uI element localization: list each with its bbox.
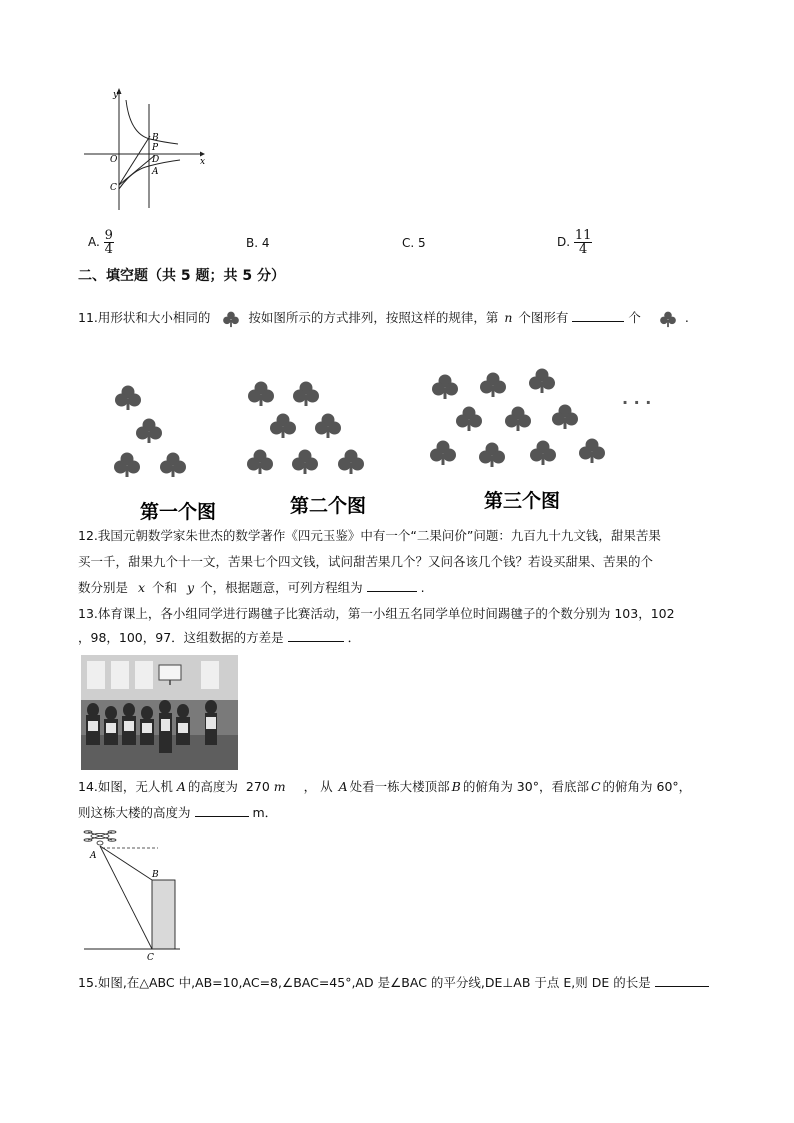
- y-axis-label: y: [113, 90, 119, 100]
- figure-label-b: B: [152, 870, 159, 880]
- gym-class-photo: [81, 655, 238, 770]
- section-heading: 二、填空题（共 5 题；共 5 分）: [78, 268, 285, 284]
- point-a-label: A: [152, 167, 159, 177]
- fraction-11-4: $\frac{11}{4}$: [574, 228, 592, 257]
- drone-building-figure: [80, 828, 190, 963]
- answer-blank-13[interactable]: [288, 629, 344, 642]
- answer-blank-12[interactable]: [367, 579, 417, 592]
- figure-label-c: C: [147, 953, 154, 963]
- figure-label-a: A: [90, 851, 97, 861]
- choice-c[interactable]: C. 5: [402, 236, 426, 250]
- question-12-line-3: 数分别是 x 个和 y 个，根据题意，可列方程组为 .: [78, 580, 425, 595]
- origin-label: O: [110, 155, 118, 165]
- x-axis-label: x: [200, 157, 206, 167]
- caption-figure-1: 第一个图: [140, 501, 217, 522]
- answer-blank-11[interactable]: [572, 309, 624, 322]
- question-14-line-1: 14.如图，无人机 A 的高度为 270 m ， 从 A 处看一栋大楼顶部 B 的俯角为 30°，看底部 C 的俯角为 60°，: [78, 779, 692, 794]
- caption-figure-2: 第二个图: [290, 495, 367, 517]
- choice-b[interactable]: B. 4: [246, 236, 270, 250]
- point-p-label: P: [152, 143, 159, 153]
- point-b-label: B: [152, 133, 159, 143]
- question-13-line-2: ，98，100，97．这组数据的方差是 ．: [78, 630, 361, 645]
- answer-blank-15[interactable]: [655, 974, 709, 987]
- caption-figure-3: 第三个图: [484, 490, 561, 512]
- point-d-label: D: [152, 155, 160, 165]
- variable-n: n: [504, 310, 513, 325]
- point-a: A: [176, 779, 186, 794]
- fraction-9-4: $\frac{9}{4}$: [104, 228, 113, 257]
- question-13-line-1: 13.体育课上，各小组同学进行踢毽子比赛活动，第一小组五名同学单位时间踢毽子的个数分别为 103，102: [78, 606, 675, 621]
- point-b: B: [451, 779, 461, 794]
- question-12-line-2: 买一千，甜果九个十一文，苦果七个四文钱，试问甜苦果几个？又问各该几个钱？若设买甜果、苦果的个: [78, 554, 654, 569]
- club-icon: [222, 310, 240, 328]
- answer-blank-14[interactable]: [195, 804, 249, 817]
- point-c-label: C: [110, 183, 117, 193]
- point-c: C: [590, 779, 601, 794]
- ellipsis: · · ·: [622, 393, 652, 412]
- variable-x: x: [138, 580, 146, 595]
- club-icon: [659, 310, 677, 328]
- function-graph: [80, 86, 210, 216]
- unit-meter: m: [273, 779, 286, 794]
- variable-y: y: [187, 580, 195, 595]
- drone-icon: [84, 831, 116, 845]
- choice-a[interactable]: A. $\frac{9}{4}$: [88, 228, 113, 257]
- club-pattern-figure: [100, 362, 700, 522]
- choice-d[interactable]: D. $\frac{11}{4}$: [557, 228, 592, 257]
- question-12-line-1: 12.我国元朝数学家朱世杰的数学著作《四元玉鉴》中有一个“二果问价”问题：九百九十九文钱，甜果苦果: [78, 528, 661, 543]
- point-a: A: [338, 779, 348, 794]
- question-15: 15.如图,在△ABC 中,AB=10,AC=8,∠BAC=45°,AD 是∠BAC 的平分线,DE⊥AB 于点 E,则 DE 的长是: [78, 972, 709, 994]
- question-14-line-2: 则这栋大楼的高度为 m．: [78, 805, 278, 820]
- question-11: 11.用形状和大小相同的 按如图所示的方式排列，按照这样的规律，第 n 个图形有 个 .: [78, 307, 689, 329]
